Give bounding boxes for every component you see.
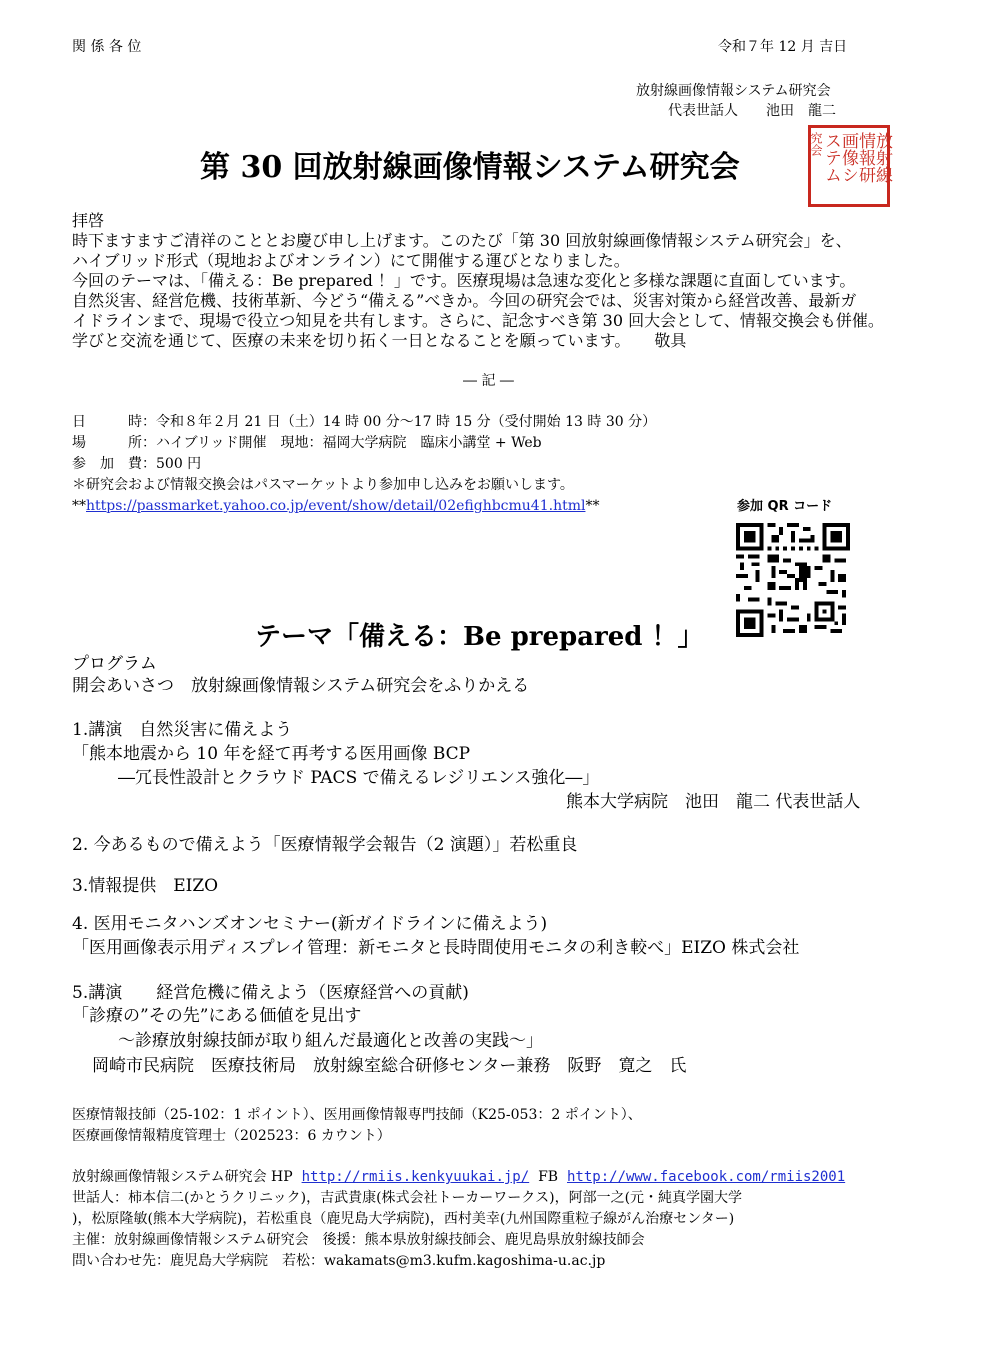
seal-text: 放射線 [872,132,892,183]
recipients: 関 係 各 位 [72,39,142,55]
program-item4-head: 4. 医用モニタハンズオンセミナー(新ガイドラインに備えよう) [72,914,548,934]
qr-label: 参加 QR コード [737,499,833,514]
sponsors-line: 主催：放射線画像情報システム研究会 後援：熊本県放射線技師会、鹿児島県放射線技師会 [72,1232,645,1248]
seal-text: 画像シ [838,132,858,183]
program-item5-head: 5.講演 経営危機に備えよう（医療経営への貢献) [72,983,469,1003]
registration-link-row [72,497,599,515]
official-seal [808,125,890,207]
facebook-link[interactable]: http://www.facebook.com/rmiis2001 [567,1169,846,1185]
program-item1-title: 「熊本地震から 10 年を経て再考する医用画像 BCP [72,744,471,764]
registration-note: ＊研究会および情報交換会はパスマーケットより参加申し込みをお願いします。 [72,477,574,493]
intro-line: 時下ますますご清祥のこととお慶び申し上げます。このたび「第 30 回放射線画像情報システム研究会」を、 [72,231,852,250]
program-opening: 開会あいさつ 放射線画像情報システム研究会をふりかえる [72,676,530,696]
link-suffix: ** [585,498,600,514]
intro-line: 今回のテーマは、「備える：Be prepared ！」です。医療現場は急速な変化と多様な課題に直面しています。 [72,271,856,290]
program-item1-head: 1.講演 自然災害に備えよう [72,720,293,740]
organizers-line: )，松原隆敏(熊本大学病院)，若松重良（鹿児島大学病院)，西村美幸(九州国際重粒子線がん治療センター) [72,1211,735,1227]
representative: 代表世話人 池田 龍二 [668,103,836,119]
event-date: 日 時：令和８年２月 21 日（土）14 時 00 分～17 時 15 分（受付開始 13 時 30 分） [72,414,657,430]
event-place: 場 所：ハイブリッド開催 現地：福岡大学病院 臨床小講堂 + Web [72,435,542,451]
organization-name: 放射線画像情報システム研究会 [636,83,831,99]
hp-label: 放射線画像情報システム研究会 HP [72,1169,293,1185]
intro-greeting: 拝啓 [72,211,105,230]
seal-text: 情報研 [855,132,875,183]
program-item2: 2. 今あるもので備えよう「医療情報学会報告（2 演題）」若松重良 [72,835,578,855]
fb-label: FB [538,1169,559,1185]
program-item4-title: 「医用画像表示用ディスプレイ管理：新モニタと長時間使用モニタの利き較べ」EIZO 株式会社 [72,938,800,958]
program-item1-subtitle: ―冗長性設計とクラウド PACS で備えるレジリエンス強化―」 [118,768,600,788]
document-title: 第 30 回放射線画像情報システム研究会 [200,150,740,185]
organizers-line: 世話人：柿本信二(かとうクリニック)，吉武貴康(株式会社トーカーワークス)，阿部一之(元・純真学園大学 [72,1190,743,1206]
intro-line: 学びと交流を通じて、医療の未来を切り拓く一日となることを願っています。 敬具 [72,331,687,350]
credits-line: 医療情報技師（25-102：1 ポイント）、医用画像情報専門技師（K25-053：2 ポイント）、 [72,1107,642,1123]
registration-qr-code[interactable] [736,523,850,637]
program-item3: 3.情報提供 EIZO [72,876,219,896]
contact-line: 問い合わせ先：鹿児島大学病院 若松：wakamats@m3.kufm.kagoshima-u.ac.jp [72,1253,606,1269]
ki-heading: ― 記 ― [463,373,514,389]
issue-date: 令和７年 12 月 吉日 [718,39,848,55]
program-item5-speaker: 岡崎市民病院 医療技術局 放射線室総合研修センター兼務 阪野 寛之 氏 [92,1056,687,1076]
program-item5-subtitle: ～診療放射線技師が取り組んだ最適化と改善の実践～」 [118,1031,543,1051]
intro-line: イドラインまで、現場で役立つ知見を共有します。さらに、記念すべき第 30 回大会として、情報交換会も併催。 [72,311,884,330]
seal-text: 究会 [809,132,823,156]
theme-heading: テーマ「備える：Be prepared ！」 [255,622,704,652]
website-row [72,1168,845,1186]
hp-link[interactable]: http://rmiis.kenkyuukai.jp/ [301,1169,530,1185]
intro-line: 自然災害、経営危機、技術革新、今どう“備える”べきか。今回の研究会では、災害対策から経営改善、最新ガ [72,291,857,310]
event-fee: 参 加 費：500 円 [72,456,202,472]
seal-text: ステム [821,132,841,183]
registration-link[interactable]: https://passmarket.yahoo.co.jp/event/show/detail/02efighbcmu41.html [86,498,586,514]
credits-line: 医療画像情報精度管理士（202523：6 カウント） [72,1128,391,1144]
program-item5-title: 「診療の”その先”にある価値を見出す [72,1006,362,1026]
intro-line: ハイブリッド形式（現地およびオンライン）にて開催する運びとなりました。 [72,251,630,270]
program-heading: プログラム [72,654,157,674]
program-item1-speaker: 熊本大学病院 池田 龍二 代表世話人 [566,792,861,812]
link-prefix: ** [72,498,86,514]
